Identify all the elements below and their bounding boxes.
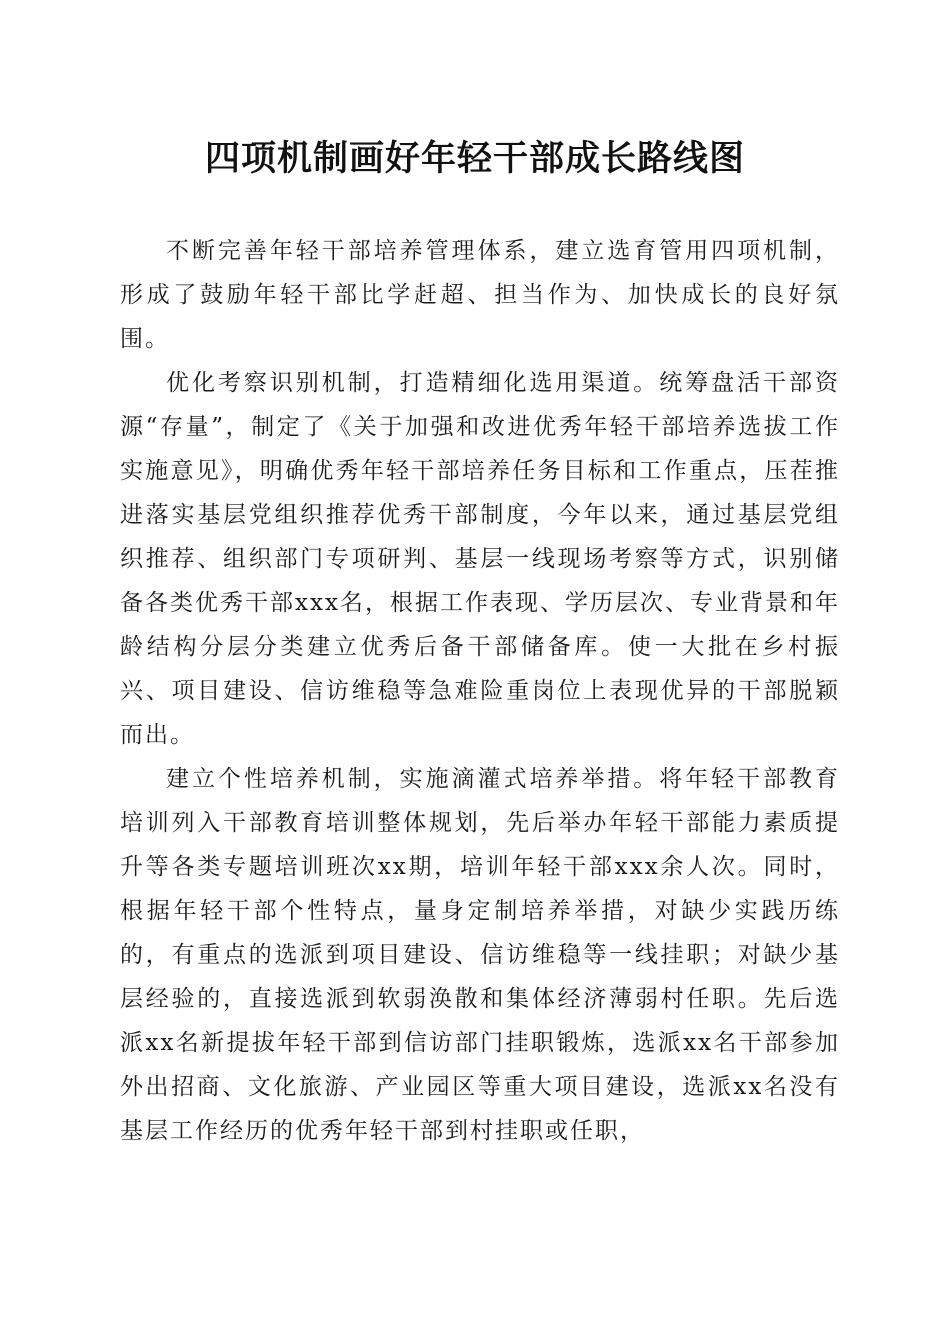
document-body	[120, 229, 840, 1153]
paragraph-intro: 不断完善年轻干部培养管理体系，建立选育管用四项机制，形成了鼓励年轻干部比学赶超、担当作为、加快成长的良好氛围。	[120, 238, 840, 352]
paragraph-training-mechanism: 建立个性培养机制，实施滴灌式培养举措。将年轻干部教育培训列入干部教育培训整体规划，先后举办年轻干部能力素质提升等各类专题培训班次xx期，培训年轻干部xxx余人次。同时，根据年轻干部个性特点，量身定制培养举措，对缺少实践历练的，有重点的选派到项目建设、信访维稳等一线挂职；对缺少基层经验的，直接选派到软弱涣散和集体经济薄弱村任职。先后选派xx名新提拔年轻干部到信访部门挂职锻炼，选派xx名干部参加外出招商、文化旅游、产业园区等重大项目建设，选派xx名没有基层工作经历的优秀年轻干部到村挂职或任职，	[120, 766, 840, 1144]
paragraph-evaluation-mechanism: 优化考察识别机制，打造精细化选用渠道。统筹盘活干部资源“存量”，制定了《关于加强和改进优秀年轻干部培养选拔工作实施意见》，明确优秀年轻干部培养任务目标和工作重点，压茬推进落实基层党组织推荐优秀干部制度，今年以来，通过基层党组织推荐、组织部门专项研判、基层一线现场考察等方式，识别储备各类优秀干部xxx名，根据工作表现、学历层次、专业背景和年龄结构分层分类建立优秀后备干部储备库。使一大批在乡村振兴、项目建设、信访维稳等急难险重岗位上表现优异的干部脱颖而出。	[120, 370, 840, 748]
document-title: 四项机制画好年轻干部成长路线图	[204, 138, 745, 179]
